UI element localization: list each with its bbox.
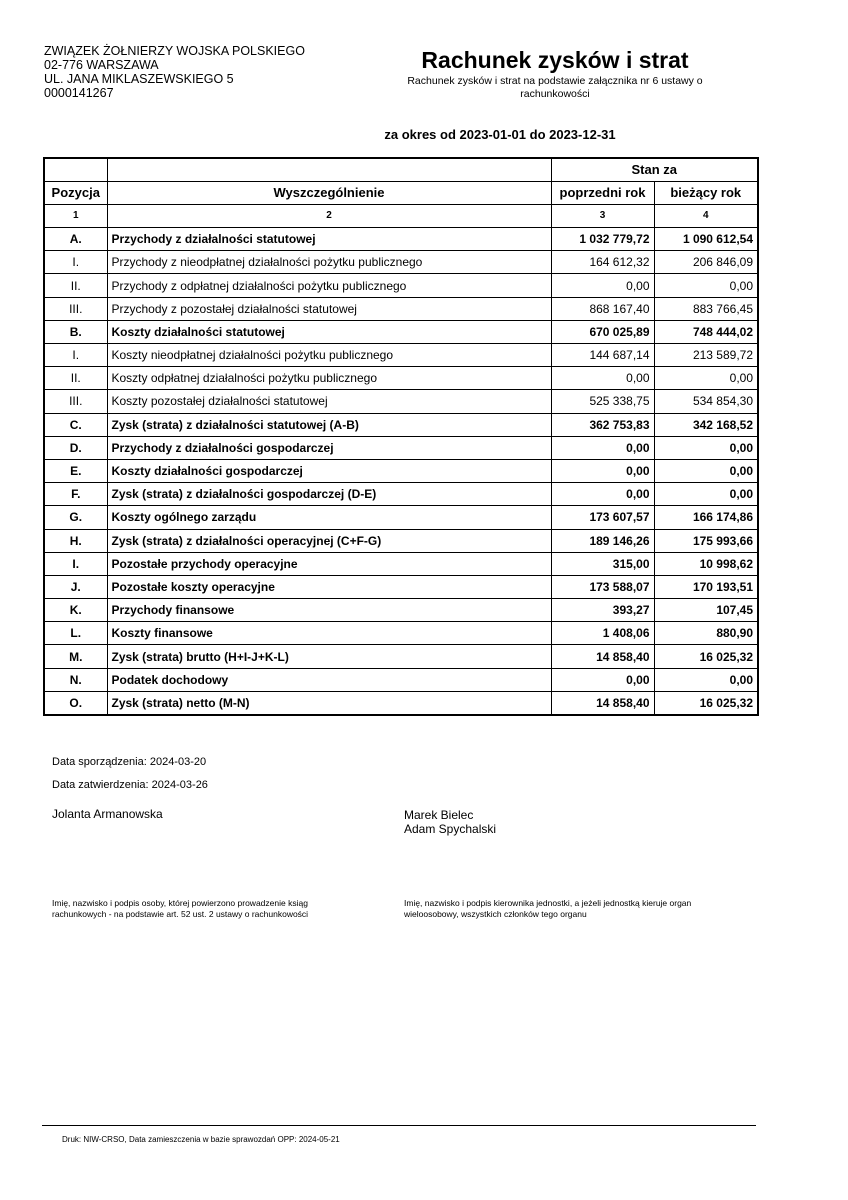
subtitle-line-2: rachunkowości: [520, 88, 590, 100]
row-current-year-value: 0,00: [654, 367, 758, 390]
row-description: Pozostałe przychody operacyjne: [107, 552, 551, 575]
row-position: A.: [44, 228, 107, 251]
row-description: Przychody z pozostałej działalności statutowej: [107, 297, 551, 320]
managers-signature-note: [404, 898, 691, 920]
title-block: [390, 46, 720, 100]
income-statement-table: [43, 157, 759, 716]
row-position: D.: [44, 436, 107, 459]
row-previous-year-value: 144 687,14: [551, 344, 654, 367]
date-approved: Data zatwierdzenia: 2024-03-26: [52, 779, 208, 791]
row-position: C.: [44, 413, 107, 436]
row-description: Zysk (strata) z działalności operacyjnej (C+F-G): [107, 529, 551, 552]
table-row: [44, 367, 758, 390]
row-current-year-value: 0,00: [654, 668, 758, 691]
table-row: [44, 297, 758, 320]
row-previous-year-value: 0,00: [551, 436, 654, 459]
row-description: Przychody z działalności statutowej: [107, 228, 551, 251]
row-current-year-value: 16 025,32: [654, 691, 758, 714]
report-period: za okres od 2023-01-01 do 2023-12-31: [384, 127, 616, 142]
accountant-name: Jolanta Armanowska: [52, 807, 163, 821]
row-previous-year-value: 0,00: [551, 274, 654, 297]
header-position: Pozycja: [44, 181, 107, 204]
organization-name: ZWIĄZEK ŻOŁNIERZY WOJSKA POLSKIEGO: [44, 44, 305, 58]
row-position: G.: [44, 506, 107, 529]
organization-krs: 0000141267: [44, 86, 114, 100]
row-description: Koszty finansowe: [107, 622, 551, 645]
row-description: Koszty odpłatnej działalności pożytku publicznego: [107, 367, 551, 390]
table-row: [44, 251, 758, 274]
table-row: [44, 645, 758, 668]
footer-print-info: Druk: NIW-CRSO, Data zamieszczenia w bazie sprawozdań OPP: 2024-05-21: [62, 1135, 340, 1144]
row-description: Podatek dochodowy: [107, 668, 551, 691]
header-description: Wyszczególnienie: [107, 181, 551, 204]
row-previous-year-value: 0,00: [551, 668, 654, 691]
row-position: B.: [44, 320, 107, 343]
row-current-year-value: 0,00: [654, 274, 758, 297]
manager-name: Adam Spychalski: [404, 822, 497, 836]
row-position: N.: [44, 668, 107, 691]
accountant-signature-note: [52, 898, 308, 920]
table-row: [44, 228, 758, 251]
row-description: Przychody finansowe: [107, 599, 551, 622]
column-number: 1: [44, 204, 107, 227]
note-line: rachunkowych - na podstawie art. 52 ust. 2 ustawy o rachunkowości: [52, 909, 309, 919]
row-position: H.: [44, 529, 107, 552]
row-current-year-value: 534 854,30: [654, 390, 758, 413]
row-description: Przychody z odpłatnej działalności pożytku publicznego: [107, 274, 551, 297]
table-row: [44, 390, 758, 413]
row-description: Koszty pozostałej działalności statutowej: [107, 390, 551, 413]
subtitle-line-1: Rachunek zysków i strat na podstawie załącznika nr 6 ustawy o: [407, 75, 703, 87]
row-description: Przychody z działalności gospodarczej: [107, 436, 551, 459]
row-previous-year-value: 14 858,40: [551, 645, 654, 668]
row-current-year-value: 213 589,72: [654, 344, 758, 367]
row-current-year-value: 166 174,86: [654, 506, 758, 529]
row-previous-year-value: 525 338,75: [551, 390, 654, 413]
table-row: [44, 506, 758, 529]
row-description: Zysk (strata) netto (M-N): [107, 691, 551, 714]
row-current-year-value: 342 168,52: [654, 413, 758, 436]
column-number: 4: [654, 204, 758, 227]
page-title: Rachunek zysków i strat: [421, 47, 689, 73]
row-position: J.: [44, 575, 107, 598]
row-position: I.: [44, 552, 107, 575]
row-current-year-value: 16 025,32: [654, 645, 758, 668]
row-description: Zysk (strata) z działalności statutowej (A-B): [107, 413, 551, 436]
organization-postal: 02-776 WARSZAWA: [44, 58, 159, 72]
row-previous-year-value: 0,00: [551, 367, 654, 390]
table-row: [44, 274, 758, 297]
organization-street: UL. JANA MIKLASZEWSKIEGO 5: [44, 72, 234, 86]
table-row: [44, 575, 758, 598]
row-description: Koszty działalności statutowej: [107, 320, 551, 343]
row-description: Zysk (strata) brutto (H+I-J+K-L): [107, 645, 551, 668]
row-current-year-value: 170 193,51: [654, 575, 758, 598]
row-current-year-value: 107,45: [654, 599, 758, 622]
table-row: [44, 320, 758, 343]
row-current-year-value: 880,90: [654, 622, 758, 645]
table-row: [44, 436, 758, 459]
row-previous-year-value: 670 025,89: [551, 320, 654, 343]
table-row: [44, 668, 758, 691]
table-row: [44, 622, 758, 645]
column-number: 3: [551, 204, 654, 227]
row-description: Koszty działalności gospodarczej: [107, 459, 551, 482]
row-position: E.: [44, 459, 107, 482]
row-position: III.: [44, 390, 107, 413]
header-empty-cell: [44, 158, 107, 181]
table-row: [44, 691, 758, 714]
row-current-year-value: 1 090 612,54: [654, 228, 758, 251]
row-current-year-value: 748 444,02: [654, 320, 758, 343]
row-previous-year-value: 0,00: [551, 459, 654, 482]
row-position: F.: [44, 483, 107, 506]
row-previous-year-value: 1 032 779,72: [551, 228, 654, 251]
row-description: Przychody z nieodpłatnej działalności pożytku publicznego: [107, 251, 551, 274]
manager-name: Marek Bielec: [404, 808, 474, 822]
column-number: 2: [107, 204, 551, 227]
row-current-year-value: 10 998,62: [654, 552, 758, 575]
table-row: [44, 344, 758, 367]
row-previous-year-value: 315,00: [551, 552, 654, 575]
header-empty-cell: [107, 158, 551, 181]
row-current-year-value: 175 993,66: [654, 529, 758, 552]
row-description: Zysk (strata) z działalności gospodarczej (D-E): [107, 483, 551, 506]
row-position: L.: [44, 622, 107, 645]
row-position: II.: [44, 274, 107, 297]
row-position: I.: [44, 344, 107, 367]
row-previous-year-value: 189 146,26: [551, 529, 654, 552]
date-prepared: Data sporządzenia: 2024-03-20: [52, 756, 207, 768]
row-position: K.: [44, 599, 107, 622]
row-description: Koszty nieodpłatnej działalności pożytku publicznego: [107, 344, 551, 367]
row-current-year-value: 206 846,09: [654, 251, 758, 274]
row-description: Pozostałe koszty operacyjne: [107, 575, 551, 598]
row-position: III.: [44, 297, 107, 320]
row-description: Koszty ogólnego zarządu: [107, 506, 551, 529]
table-row: [44, 483, 758, 506]
managers-names: [404, 808, 496, 836]
row-current-year-value: 0,00: [654, 459, 758, 482]
row-previous-year-value: 393,27: [551, 599, 654, 622]
table-row: [44, 413, 758, 436]
note-line: Imię, nazwisko i podpis kierownika jednostki, a jeżeli jednostką kieruje organ: [404, 898, 692, 908]
footer-divider: [42, 1125, 756, 1126]
header-previous-year: poprzedni rok: [551, 181, 654, 204]
row-position: O.: [44, 691, 107, 714]
note-line: wieloosobowy, wszystkich członków tego organu: [404, 909, 587, 919]
row-previous-year-value: 362 753,83: [551, 413, 654, 436]
row-previous-year-value: 14 858,40: [551, 691, 654, 714]
row-previous-year-value: 868 167,40: [551, 297, 654, 320]
organization-block: [44, 44, 305, 100]
row-current-year-value: 883 766,45: [654, 297, 758, 320]
row-previous-year-value: 173 607,57: [551, 506, 654, 529]
header-current-year: bieżący rok: [654, 181, 758, 204]
row-previous-year-value: 1 408,06: [551, 622, 654, 645]
row-previous-year-value: 164 612,32: [551, 251, 654, 274]
row-position: I.: [44, 251, 107, 274]
row-previous-year-value: 0,00: [551, 483, 654, 506]
header-stan-za: Stan za: [551, 158, 758, 181]
row-position: M.: [44, 645, 107, 668]
table-row: [44, 529, 758, 552]
row-current-year-value: 0,00: [654, 436, 758, 459]
row-previous-year-value: 173 588,07: [551, 575, 654, 598]
table-row: [44, 599, 758, 622]
table-row: [44, 552, 758, 575]
row-position: II.: [44, 367, 107, 390]
table-row: [44, 459, 758, 482]
note-line: Imię, nazwisko i podpis osoby, której powierzono prowadzenie ksiąg: [52, 898, 308, 908]
row-current-year-value: 0,00: [654, 483, 758, 506]
